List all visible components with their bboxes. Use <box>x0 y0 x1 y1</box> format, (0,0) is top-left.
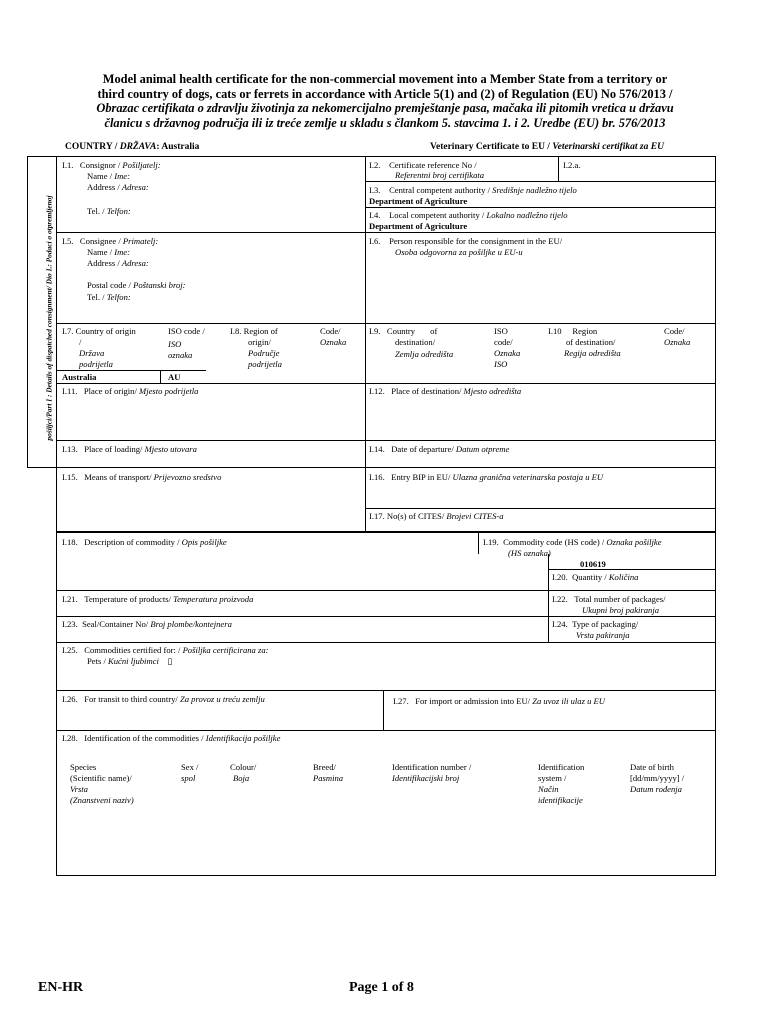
col-id-system: Identification system / Način identifikacije <box>538 762 585 805</box>
field-i28-identification: I.28. Identification of the commodities / Identifikacija pošiljke <box>62 733 281 743</box>
field-i24-packaging: I.24. Type of packaging/ <box>552 619 639 629</box>
field-i22-packages: I.22. Total number of packages/ <box>552 594 666 604</box>
field-i27-import: I.27. For import or admission into EU/ Za uvoz ili ulaz u EU <box>393 696 605 706</box>
field-i2a: I.2.a. <box>563 160 581 170</box>
field-i11-place-origin: I.11. Place of origin/ Mjesto podrijetla <box>62 386 199 396</box>
side-divider <box>56 156 57 468</box>
col-date-of-birth: Date of birth [dd/mm/yyyy] / Datum rođenja <box>630 762 685 794</box>
col-breed: Breed/ Pasmina <box>313 762 344 783</box>
field-i6-responsible: I.6. Person responsible for the consignment in the EU/ <box>369 236 563 246</box>
field-i17-cites: I.17. No(s) of CITES/ Brojevi CITES-a <box>369 511 504 521</box>
part1-side-label: pošiljci/Part I : Details of dispatched consignment/ Dio I.: Podaci o otpremljenoj <box>44 195 54 441</box>
field-i18-description: I.18. Description of commodity / Opis pošiljke <box>62 537 227 547</box>
field-i10-region-dest: I.10 Region <box>548 326 598 336</box>
hs-code-value: 010619 <box>580 559 606 569</box>
field-i7-country-origin: I.7. Country of origin <box>62 326 136 336</box>
field-i4-local-authority: I.4. Local competent authority / Lokalno nadležno tijelo <box>369 210 568 220</box>
title-en-line1: Model animal health certificate for the non-commercial movement into a Member State from a territory or <box>102 72 668 86</box>
title-hr-line1: Obrazac certifikata o zdravlju životinja za nekomercijalno premještanje pasa, mačaka ili pitomih vretica u državu <box>96 101 674 115</box>
field-i5-consignee: I.5. Consignee / Primatelj: <box>62 236 159 246</box>
field-i8-region-origin: I.8. Region of <box>230 326 278 336</box>
field-i9-country-dest: I.9. Country of <box>369 326 438 336</box>
field-i21-temperature: I.21. Temperature of products/ Temperatura proizvoda <box>62 594 254 604</box>
field-i23-seal: I.23. Seal/Container No/ Broj plombe/kontejnera <box>62 619 232 629</box>
mid-divider <box>365 156 366 468</box>
field-i26-transit: I.26. For transit to third country/ Za provoz u treću zemlju <box>62 694 265 704</box>
col-colour: Colour/ Boja <box>230 762 257 783</box>
footer-language: EN-HR <box>38 980 84 995</box>
iso-origin-value: AU <box>168 372 181 382</box>
field-i25-certified-for: I.25. Commodities certified for: / Pošiljka certificirana za: <box>62 645 269 655</box>
field-i2-cert-ref: I.2. Certificate reference No / <box>369 160 477 170</box>
certificate-title <box>50 72 720 130</box>
field-i20-quantity: I.20. Quantity / Količina <box>552 572 639 582</box>
field-i12-place-dest: I.12. Place of destination/ Mjesto odredišta <box>369 386 522 396</box>
col-sex: Sex / spol <box>181 762 199 783</box>
field-i13-place-loading: I.13. Place of loading/ Mjesto utovara <box>62 444 197 454</box>
field-i1-consignor: I.1. Consignor / Pošiljatelj: <box>62 160 161 170</box>
vet-cert-header: Veterinary Certificate to EU / Veterinarski certifikat za EU <box>430 142 664 152</box>
country-origin-value: Australia <box>62 372 97 382</box>
title-en-line2: third country of dogs, cats or ferrets in accordance with Article 5(1) and (2) of Regulation (EU) No 576/2013 / <box>97 86 673 101</box>
field-i19-hs-code: I.19. Commodity code (HS code) / Oznaka pošiljke <box>483 537 662 547</box>
col-id-number: Identification number / Identifikacijski broj <box>392 762 472 783</box>
country-header: COUNTRY / DRŽAVA: Australia <box>65 142 200 152</box>
title-hr-line2: članicu s državnog područja ili iz treće zemlje u skladu s člankom 5. stavcima 1. i 2. Uredbe (EU) br. 576/2013 <box>104 115 666 130</box>
footer-page-number: Page 1 of 8 <box>349 980 414 995</box>
field-i15-transport: I.15. Means of transport/ Prijevozno sredstvo <box>62 472 222 482</box>
pets-checkbox[interactable]: ▯ <box>167 656 173 666</box>
field-i16-entry-bip: I.16. Entry BIP in EU/ Ulazna granična veterinarska postaja u EU <box>369 472 604 482</box>
field-i14-departure-date: I.14. Date of departure/ Datum otpreme <box>369 444 510 454</box>
col-species: Species (Scientific name)/ Vrsta (Znanstveni naziv) <box>70 762 134 805</box>
field-i3-central-authority: I.3. Central competent authority / Središnje nadležno tijelo <box>369 185 577 195</box>
